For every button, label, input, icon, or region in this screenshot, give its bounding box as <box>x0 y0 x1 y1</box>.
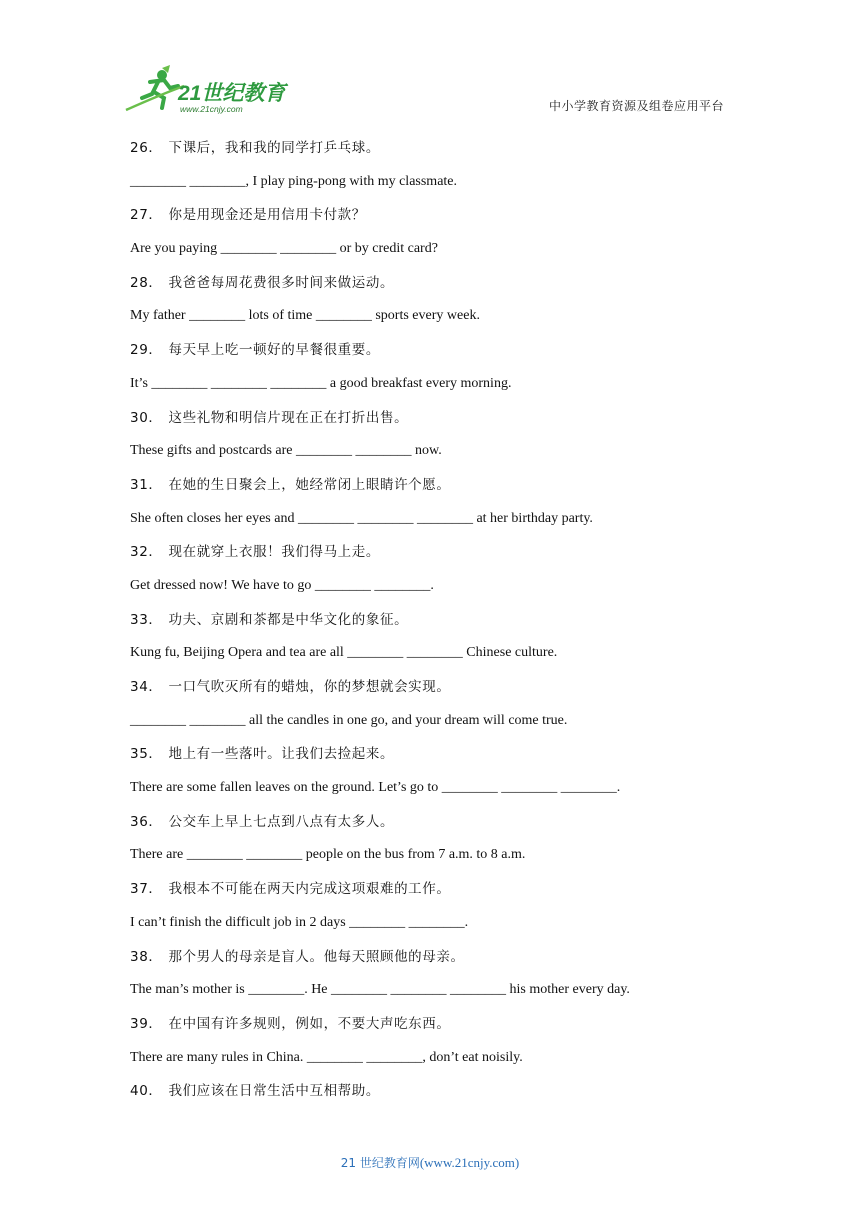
chinese-sentence: 公交车上早上七点到八点有太多人。 <box>168 813 395 830</box>
chinese-sentence: 每天早上吃一顿好的早餐很重要。 <box>168 342 380 359</box>
chinese-sentence: 你是用现金还是用信用卡付款？ <box>168 207 366 224</box>
question-prompt <box>130 1079 750 1113</box>
english-fill-blank: Are you paying ________ ________ or by credit card? <box>130 241 438 257</box>
question-prompt <box>130 810 750 844</box>
english-fill-blank: Get dressed now! We have to go ________ ________. <box>130 577 434 593</box>
logo <box>122 64 292 116</box>
question-number: 26． <box>130 140 163 156</box>
question-number: 36． <box>130 813 163 830</box>
chinese-sentence: 我根本不可能在两天内完成这项艰难的工作。 <box>168 881 451 898</box>
english-fill-blank: ________ ________, I play ping-pong with my classmate. <box>130 173 458 189</box>
question-number: 27． <box>130 207 163 224</box>
header-platform-text: 中小学教育资源及组卷应用平台 <box>549 99 725 113</box>
question-prompt <box>130 945 750 979</box>
footer-site-name: 21 世纪教育网 <box>340 1156 420 1170</box>
question-number: 37． <box>130 881 163 898</box>
english-fill-blank: There are some fallen leaves on the ground. Let’s go to ________ ________ ________. <box>130 780 621 796</box>
chinese-sentence: 在她的生日聚会上，她经常闭上眼睛许个愿。 <box>168 476 451 493</box>
logo-text: 21世纪教育 <box>178 82 286 105</box>
question-number: 30． <box>130 409 163 426</box>
english-fill-blank: ________ ________ all the candles in one go, and your dream will come true. <box>130 712 568 728</box>
question-prompt <box>130 271 750 305</box>
question-number: 39． <box>130 1015 163 1032</box>
english-fill-blank: Kung fu, Beijing Opera and tea are all ________ ________ Chinese culture. <box>130 645 558 661</box>
chinese-sentence: 地上有一些落叶。让我们去捡起来。 <box>168 746 395 763</box>
english-fill-blank: My father ________ lots of time ________ sports every week. <box>130 308 480 324</box>
english-fill-blank: I can’t finish the difficult job in 2 days ________ ________. <box>130 914 469 930</box>
question-number: 31． <box>130 476 163 493</box>
question-prompt <box>130 675 750 709</box>
question-number: 38． <box>130 948 163 965</box>
page-header <box>0 0 860 120</box>
english-fill-blank: There are ________ ________ people on the bus from 7 a.m. to 8 a.m. <box>130 847 526 863</box>
runner-icon <box>126 65 184 110</box>
question-number: 40． <box>130 1083 163 1100</box>
chinese-sentence: 这些礼物和明信片现在正在打折出售。 <box>168 409 409 426</box>
chinese-sentence: 那个男人的母亲是盲人。他每天照顾他的母亲。 <box>168 948 465 965</box>
english-fill-blank: The man’s mother is ________. He ________ ________ ________ his mother every day. <box>130 982 630 998</box>
question-prompt <box>130 406 750 440</box>
question-prompt <box>130 608 750 642</box>
exercise-list <box>130 136 750 1113</box>
chinese-sentence: 一口气吹灭所有的蜡烛，你的梦想就会实现。 <box>168 679 451 695</box>
question-prompt <box>130 473 750 507</box>
question-prompt <box>130 136 750 170</box>
page-footer <box>0 1154 860 1171</box>
english-fill-blank: These gifts and postcards are ________ ________ now. <box>130 443 442 459</box>
question-prompt <box>130 338 750 372</box>
question-number: 29． <box>130 342 163 359</box>
question-prompt <box>130 203 750 237</box>
chinese-sentence: 在中国有许多规则，例如，不要大声吃东西。 <box>168 1015 451 1032</box>
question-number: 32． <box>130 544 163 561</box>
chinese-sentence: 下课后，我和我的同学打乒乓球。 <box>168 140 380 156</box>
chinese-sentence: 我们应该在日常生活中互相帮助。 <box>168 1083 380 1100</box>
footer-url: (www.21cnjy.com) <box>419 1155 520 1170</box>
question-number: 28． <box>130 274 163 291</box>
question-prompt <box>130 1012 750 1046</box>
chinese-sentence: 我爸爸每周花费很多时间来做运动。 <box>168 274 395 291</box>
chinese-sentence: 功夫、京剧和茶都是中华文化的象征。 <box>168 611 409 628</box>
question-prompt <box>130 742 750 776</box>
question-number: 34． <box>130 679 163 695</box>
chinese-sentence: 现在就穿上衣服！我们得马上走。 <box>168 544 380 561</box>
logo-url: www.21cnjy.com <box>180 104 243 114</box>
question-prompt <box>130 540 750 574</box>
english-fill-blank: There are many rules in China. ________ ________, don’t eat noisily. <box>130 1049 523 1065</box>
english-fill-blank: She often closes her eyes and ________ ________ ________ at her birthday party. <box>130 510 593 526</box>
english-fill-blank: It’s ________ ________ ________ a good breakfast every morning. <box>130 375 512 391</box>
question-number: 33． <box>130 611 163 628</box>
question-prompt <box>130 877 750 911</box>
question-number: 35． <box>130 746 163 763</box>
